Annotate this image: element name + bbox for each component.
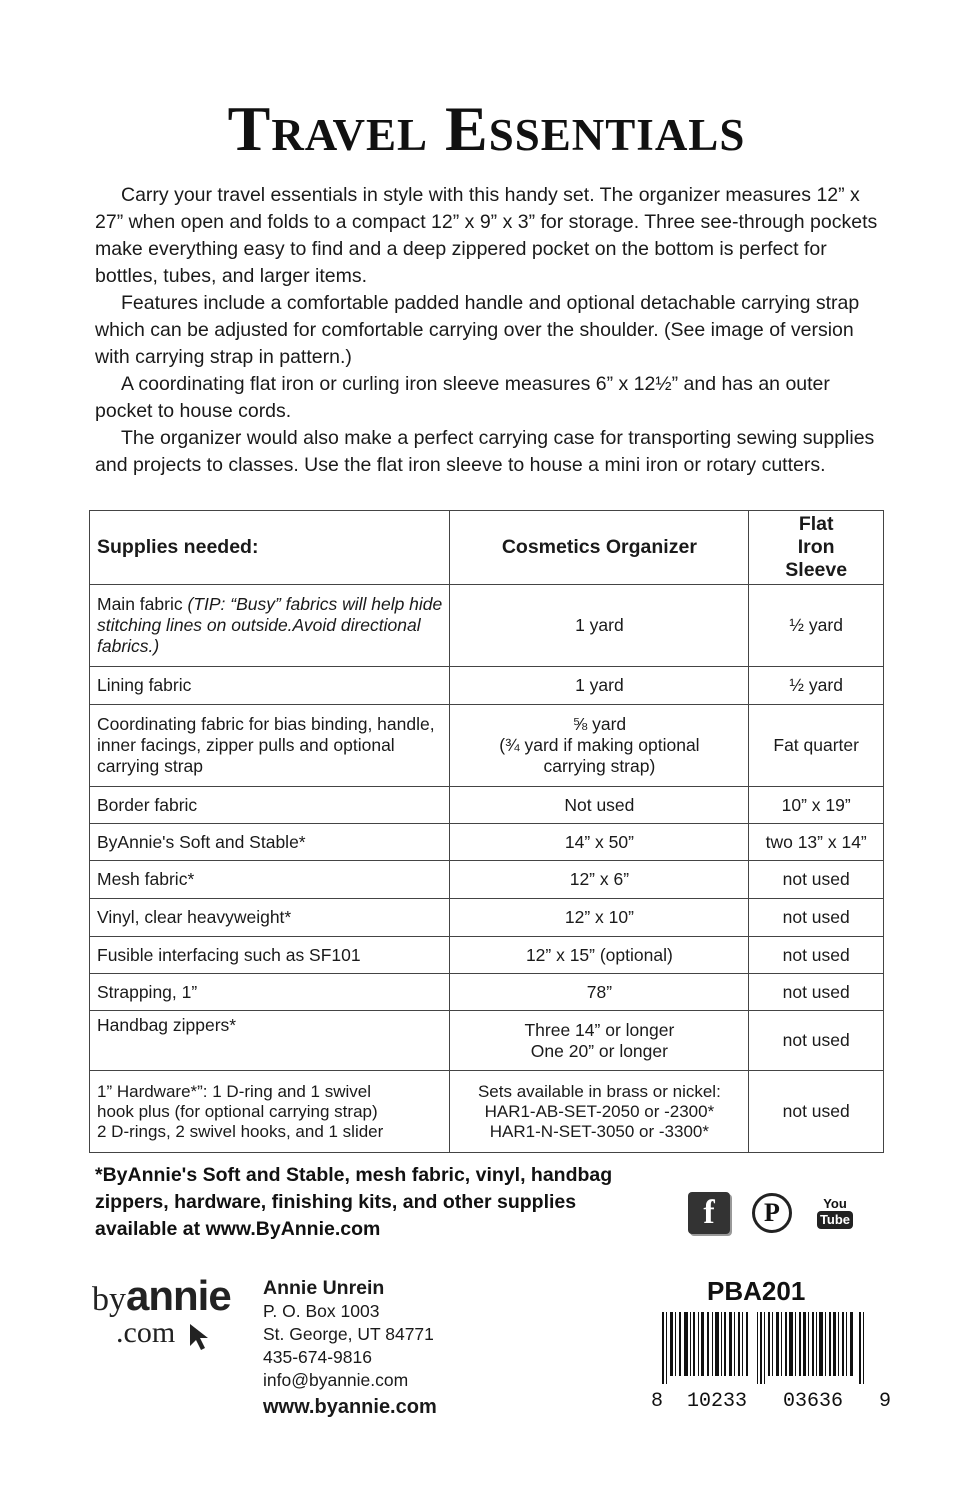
table-row bbox=[90, 899, 884, 937]
contact-address-line2: St. George, UT 84771 bbox=[263, 1324, 434, 1344]
row-organizer: Three 14” or longer One 20” or longer bbox=[450, 1011, 749, 1071]
table-row bbox=[90, 824, 884, 861]
table-row bbox=[90, 974, 884, 1011]
row-sleeve: not used bbox=[749, 1071, 884, 1153]
row-sleeve: Fat quarter bbox=[749, 705, 884, 787]
table-row bbox=[90, 705, 884, 787]
pinterest-icon[interactable]: P bbox=[752, 1193, 792, 1233]
row-organizer: 14” x 50” bbox=[450, 824, 749, 861]
header-organizer: Cosmetics Organizer bbox=[450, 511, 749, 585]
row-organizer: 12” x 15” (optional) bbox=[450, 937, 749, 974]
intro-paragraph: The organizer would also make a perfect carrying case for transporting sewing supplies and projects to classes. Use the flat iron sleeve to house a mini iron or rotary cutters. bbox=[95, 427, 875, 476]
row-organizer: 12” x 10” bbox=[450, 899, 749, 937]
row-sleeve: 10” x 19” bbox=[749, 787, 884, 824]
table-row bbox=[90, 585, 884, 667]
row-sleeve: two 13” x 14” bbox=[749, 824, 884, 861]
row-item: Mesh fabric* bbox=[90, 861, 450, 899]
facebook-icon[interactable]: f bbox=[688, 1192, 730, 1234]
table-row bbox=[90, 1011, 884, 1071]
page-title: Travel Essentials bbox=[227, 93, 746, 164]
row-item: Coordinating fabric for bias binding, handle, inner facings, zipper pulls and optional carrying strap bbox=[90, 705, 450, 787]
row-sleeve: ½ yard bbox=[749, 667, 884, 705]
barcode-image bbox=[662, 1312, 867, 1384]
row-item: ByAnnie's Soft and Stable* bbox=[90, 824, 450, 861]
row-sleeve: not used bbox=[749, 861, 884, 899]
intro-text bbox=[95, 182, 885, 479]
table-row bbox=[90, 787, 884, 824]
supplies-table bbox=[89, 510, 884, 1153]
row-organizer: 1 yard bbox=[450, 667, 749, 705]
row-item: Handbag zippers* bbox=[90, 1011, 450, 1071]
header-sleeve: Flat Iron Sleeve bbox=[749, 511, 884, 585]
intro-paragraph: Features include a comfortable padded handle and optional detachable carrying strap which can be adjusted for comfortable carrying over the shoulder. (See image of version with carrying strap in pattern.) bbox=[95, 292, 860, 368]
row-organizer: Sets available in brass or nickel: HAR1-AB-SET-2050 or -2300* HAR1-N-SET-3050 or -3300* bbox=[450, 1071, 749, 1153]
row-organizer: Not used bbox=[450, 787, 749, 824]
table-row bbox=[90, 937, 884, 974]
barcode-digits: 8 10233 03636 9 bbox=[651, 1390, 892, 1413]
row-organizer: 1 yard bbox=[450, 585, 749, 667]
row-item: Border fabric bbox=[90, 787, 450, 824]
supplies-footnote: *ByAnnie's Soft and Stable, mesh fabric, vinyl, handbag zippers, hardware, finishing kits, and other supplies available at www.ByAnnie.com bbox=[95, 1164, 613, 1240]
row-sleeve: not used bbox=[749, 974, 884, 1011]
table-row bbox=[90, 1071, 884, 1153]
contact-info bbox=[263, 1277, 437, 1419]
row-item: 1” Hardware*”: 1 D-ring and 1 swivel hook plus (for optional carrying strap) 2 D-rings, 2 swivel hooks, and 1 slider bbox=[90, 1071, 450, 1153]
contact-address-line1: P. O. Box 1003 bbox=[263, 1301, 380, 1321]
row-sleeve: not used bbox=[749, 937, 884, 974]
row-item: Lining fabric bbox=[90, 667, 450, 705]
table-row bbox=[90, 861, 884, 899]
row-item: Fusible interfacing such as SF101 bbox=[90, 937, 450, 974]
table-header-row bbox=[90, 511, 884, 585]
contact-phone: 435-674-9816 bbox=[263, 1347, 372, 1367]
row-item: Main fabric (TIP: “Busy” fabrics will help hide stitching lines on outside.Avoid directional fabrics.) bbox=[90, 585, 450, 667]
row-organizer: 78” bbox=[450, 974, 749, 1011]
cursor-arrow-icon bbox=[188, 1322, 210, 1352]
row-item: Strapping, 1” bbox=[90, 974, 450, 1011]
row-tip: (TIP: “Busy” fabrics will help hide stitching lines on outside.Avoid directional fabrics.) bbox=[97, 594, 443, 656]
row-organizer: 12” x 6” bbox=[450, 861, 749, 899]
social-links bbox=[688, 1192, 856, 1234]
row-sleeve: not used bbox=[749, 1011, 884, 1071]
youtube-icon[interactable]: You Tube bbox=[814, 1192, 856, 1234]
row-sleeve: not used bbox=[749, 899, 884, 937]
row-organizer: ⅝ yard (¾ yard if making optional carrying strap) bbox=[450, 705, 749, 787]
intro-paragraph: Carry your travel essentials in style with this handy set. The organizer measures 12” x 27” when open and folds to a compact 12” x 9” x 3” for storage. Three see-through pockets make everything easy to find and a deep zippered pocket on the bottom is perfect for bottles, tubes, and larger items. bbox=[95, 184, 878, 287]
header-supplies: Supplies needed: bbox=[90, 511, 450, 585]
contact-name: Annie Unrein bbox=[263, 1277, 385, 1299]
byannie-logo: byannie .com bbox=[92, 1272, 232, 1320]
row-item: Vinyl, clear heavyweight* bbox=[90, 899, 450, 937]
contact-website[interactable]: www.byannie.com bbox=[263, 1396, 437, 1418]
contact-email[interactable]: info@byannie.com bbox=[263, 1370, 409, 1390]
row-sleeve: ½ yard bbox=[749, 585, 884, 667]
product-code: PBA201 bbox=[707, 1276, 806, 1306]
intro-paragraph: A coordinating flat iron or curling iron sleeve measures 6” x 12½” and has an outer pocket to house cords. bbox=[95, 373, 830, 422]
table-row bbox=[90, 667, 884, 705]
